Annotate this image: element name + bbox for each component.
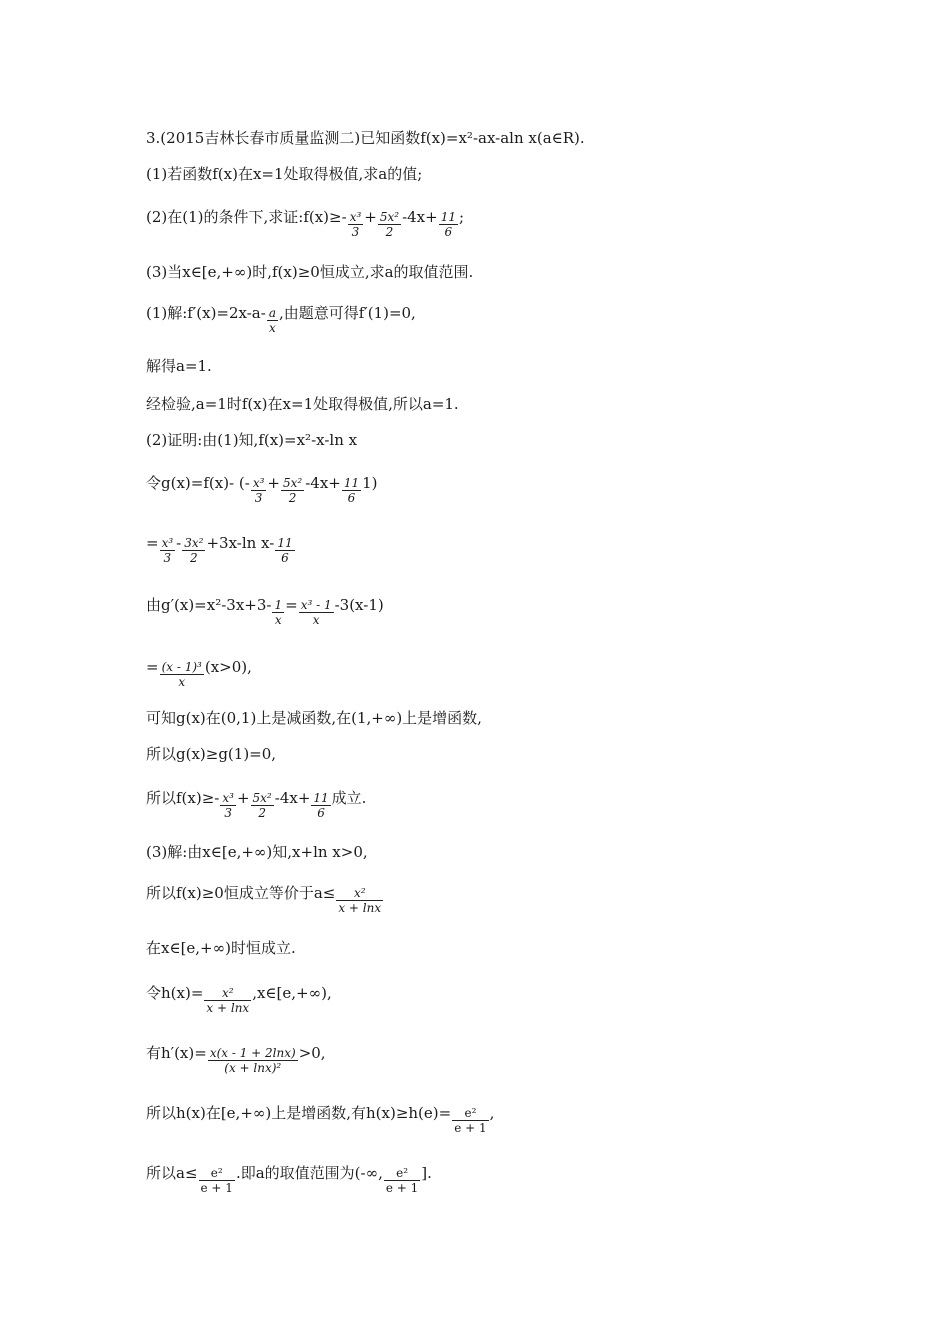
solution-1-derivative: (1)解:f′(x)=2x-a- $\frac{a}{x}$ ,由题意可得f′(1)=0, [146, 304, 416, 335]
solution-2-g-derivative: 由g′(x)=x²-3x+3- $\frac{1}{x}$ = $\frac{\text{x³ - 1}}{x}$ -3(x-1) [146, 596, 384, 627]
solution-2-define-g: 令g(x)=f(x)- (- $\frac{\text{x³}}{3}$ + $\frac{\text{5x²}}{2}$ -4x+ $\frac{11}{6}$ 1) [146, 474, 378, 505]
solution-2-g-expanded: = $\frac{\text{x³}}{3}$ - $\frac{\text{3x²}}{2}$ +3x-ln x- $\frac{11}{6}$ [146, 534, 293, 565]
solution-3-h-derivative: 有h′(x)= $\frac{x(x - 1 + 2\ln x)}{\text{(x + lnx)²}}$ >0, [146, 1044, 326, 1075]
problem-title: 3.(2015吉林长春市质量监测二)已知函数f(x)=x²-ax-aln x(a∈R). [146, 129, 585, 147]
solution-3-start: (3)解:由x∈[e,+∞)知,x+ln x>0, [146, 843, 368, 861]
solution-3-h-increasing: 所以h(x)在[e,+∞)上是增函数,有h(x)≥h(e)= $\frac{\text{e²}}{e + 1}$ , [146, 1104, 495, 1135]
solution-3-final: 所以a≤ $\frac{\text{e²}}{e + 1}$ .即a的取值范围为(-∞, $\frac{\text{e²}}{e + 1}$ ]. [146, 1164, 432, 1195]
solution-2-monotonic: 可知g(x)在(0,1)上是减函数,在(1,+∞)上是增函数, [146, 709, 482, 727]
solution-1-check: 经检验,a=1时f(x)在x=1处取得极值,所以a=1. [146, 395, 459, 413]
question-1: (1)若函数f(x)在x=1处取得极值,求a的值; [146, 165, 423, 183]
solution-3-equivalent: 所以f(x)≥0恒成立等价于a≤ $\frac{\text{x²}}{x + \ln x}$ [146, 884, 382, 915]
question-3: (3)当x∈[e,+∞)时,f(x)≥0恒成立,求a的取值范围. [146, 263, 474, 281]
solution-2-start: (2)证明:由(1)知,f(x)=x²-x-ln x [146, 431, 358, 449]
solution-2-g-derivative-simplified: = $\frac{\text{(x - 1)³}}{x}$ (x>0), [146, 658, 252, 689]
solution-2-conclusion: 所以f(x)≥- $\frac{\text{x³}}{3}$ + $\frac{\text{5x²}}{2}$ -4x+ $\frac{11}{6}$ 成立. [146, 789, 367, 820]
solution-2-min: 所以g(x)≥g(1)=0, [146, 745, 277, 763]
question-2: (2)在(1)的条件下,求证:f(x)≥- $\frac{\text{x³}}{3}$ + $\frac{\text{5x²}}{2}$ -4x+ $\frac{11}{6}$ ; [146, 208, 465, 239]
solution-3-define-h: 令h(x)= $\frac{\text{x²}}{x + \ln x}$ ,x∈[e,+∞), [146, 984, 332, 1015]
solution-3-domain: 在x∈[e,+∞)时恒成立. [146, 939, 296, 957]
solution-1-result: 解得a=1. [146, 357, 212, 375]
